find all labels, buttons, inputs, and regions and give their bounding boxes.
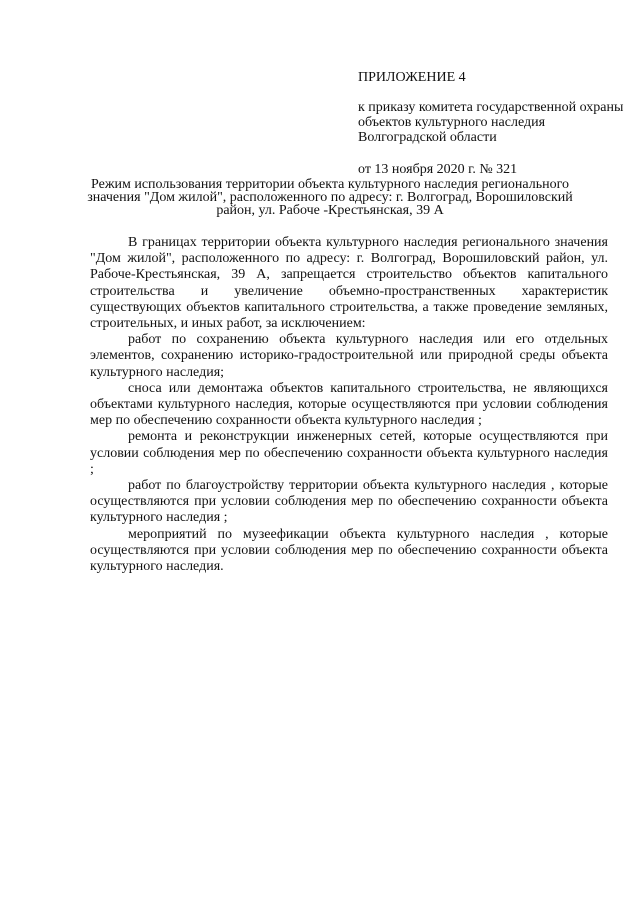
- paragraph-item: сноса или демонтажа объектов капитального строительства, не являющихся объектами культурного наследия, которые осуществляются при условии соблюдения мер по обеспечению сохранности объекта культурного наследия ;: [90, 380, 608, 429]
- appendix-order-line: к приказу комитета государственной охраны объектов культурного наследия Волгоградской области: [358, 100, 624, 145]
- paragraph-intro: В границах территории объекта культурного наследия регионального значения "Дом жилой", расположенного по адресу: г. Волгоград, Ворошиловский район, ул. Рабоче-Крестьянская, 39 А, запрещается строительство объектов капитального строительства и увеличение объемно-пространственных характеристик существующих объектов капитального строительства, а также проведение земляных, строительных, и иных работ, за исключением:: [90, 235, 608, 332]
- appendix-label: ПРИЛОЖЕНИЕ 4: [358, 70, 466, 85]
- paragraph-item: работ по сохранению объекта культурного наследия или его отдельных элементов, сохранению историко-градостроительной или природной среды объекта культурного наследия;: [90, 332, 608, 380]
- paragraph-item: мероприятий по музеефикации объекта культурного наследия , которые осуществляются при условии соблюдения мер по обеспечению сохранности объекта культурного наследия.: [90, 526, 608, 575]
- appendix-date-line: от 13 ноября 2020 г. № 321: [358, 162, 518, 177]
- document-body: [90, 235, 608, 575]
- document-title: Режим использования территории объекта культурного наследия регионального значения "Дом жилой", расположенного по адресу: г. Волгоград, Ворошиловский район, ул. Рабоче -Крестьянская, 39 А: [87, 177, 573, 218]
- paragraph-item: работ по благоустройству территории объекта культурного наследия , которые осуществляются при условии соблюдения мер по обеспечению сохранности объекта культурного наследия ;: [90, 478, 608, 526]
- paragraph-item: ремонта и реконструкции инженерных сетей, которые осуществляются при условии соблюдения мер по обеспечению сохранности объекта культурного наследия ;: [90, 429, 608, 477]
- appendix-block: [358, 70, 628, 177]
